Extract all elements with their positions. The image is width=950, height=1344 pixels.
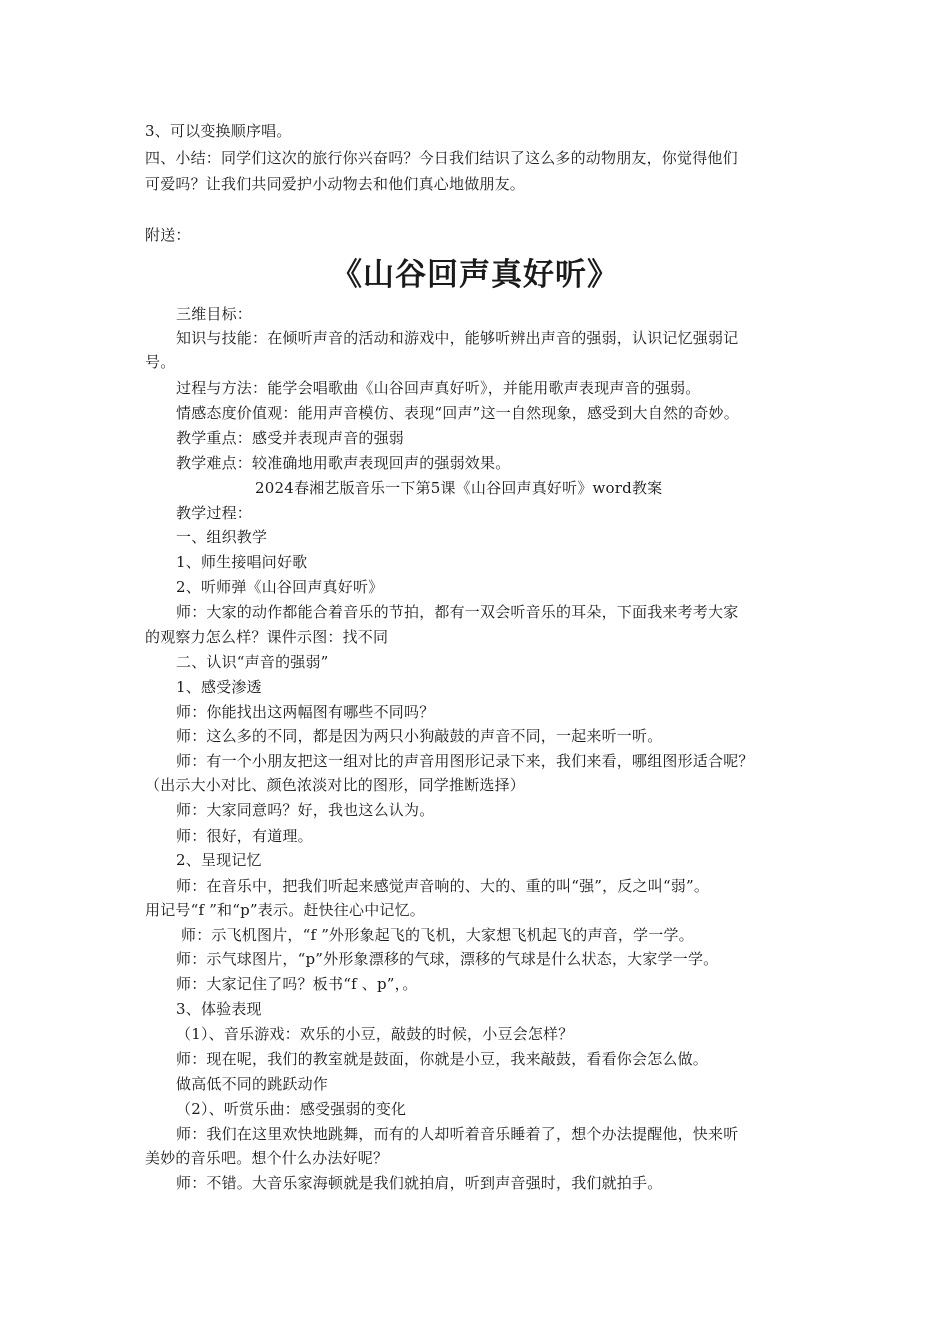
paragraph-line: 师：很好，有道理。 bbox=[176, 827, 313, 845]
paragraph-line: 师：在音乐中，把我们听起来感觉声音响的、大的、重的叫“强”，反之叫“弱”。 bbox=[176, 877, 710, 895]
paragraph-line: 师：示飞机图片，“f ”外形象起飞的飞机，大家想飞机起飞的声音，学一学。 bbox=[181, 926, 694, 944]
goal-knowledge-cont: 号。 bbox=[145, 353, 176, 371]
paragraph-line: 师：我们在这里欢快地跳舞，而有的人却听着音乐睡着了，想个办法提醒他，快来听 bbox=[176, 1125, 739, 1143]
step-item: 2、听师弹《山谷回声真好听》 bbox=[176, 578, 384, 596]
text-line: 3、可以变换顺序唱。 bbox=[145, 122, 292, 140]
paragraph-line: 做高低不同的跳跃动作 bbox=[176, 1075, 329, 1093]
paragraph-line: 师：有一个小朋友把这一组对比的声音用图形记录下来，我们来看，哪组图形适合呢？ bbox=[176, 752, 754, 770]
paragraph-line: 师：不错。大音乐家海顿就是我们就拍肩，听到声音强时，我们就拍手。 bbox=[176, 1174, 663, 1192]
goal-process: 过程与方法：能学会唱歌曲《山谷回声真好听》，并能用歌声表现声音的强弱。 bbox=[176, 379, 701, 397]
goal-knowledge: 知识与技能：在倾听声音的活动和游戏中，能够听辨出声音的强弱，认识记忆强弱记 bbox=[176, 329, 739, 347]
activity-item: （1）、音乐游戏：欢乐的小豆，敲鼓的时候，小豆会怎样？ bbox=[176, 1025, 574, 1043]
step-item: 1、师生接唱问好歌 bbox=[176, 553, 308, 571]
paragraph-line: 师：大家的动作都能合着音乐的节拍，都有一双会听音乐的耳朵，下面我来考考大家 bbox=[176, 603, 739, 621]
appendix-label: 附送： bbox=[145, 226, 191, 244]
text-line: 可爱吗？让我们共同爱护小动物去和他们真心地做朋友。 bbox=[145, 175, 526, 193]
text-line: 四、小结：同学们这次的旅行你兴奋吗？今日我们结识了这么多的动物朋友，你觉得他们 bbox=[145, 149, 738, 167]
step-item: 1、感受渗透 bbox=[176, 678, 262, 696]
paragraph-line: 师：现在呢，我们的教室就是鼓面，你就是小豆，我来敲鼓，看看你会怎么做。 bbox=[176, 1050, 709, 1068]
section-heading: 二、认识“声音的强弱” bbox=[176, 653, 329, 671]
paragraph-line: 师：示气球图片，“p”外形象漂移的气球，漂移的气球是什么状态，大家学一学。 bbox=[176, 950, 719, 968]
paragraph-line: 用记号“f ”和“p”表示。赶快往心中记忆。 bbox=[145, 901, 425, 919]
activity-item: （2）、听赏乐曲：感受强弱的变化 bbox=[176, 1100, 407, 1118]
paragraph-line: 师：这么多的不同，都是因为两只小狗敲鼓的声音不同，一起来听一听。 bbox=[176, 727, 663, 745]
step-item: 3、体验表现 bbox=[176, 1000, 262, 1018]
paragraph-line: 师：你能找出这两幅图有哪些不同吗？ bbox=[176, 703, 435, 721]
paragraph-line: （出示大小对比、颜色浓淡对比的图形，同学推断选择） bbox=[145, 776, 526, 794]
goal-emotion: 情感态度价值观：能用声音模仿、表现“回声”这一自然现象，感受到大自然的奇妙。 bbox=[176, 404, 739, 422]
paragraph-line: 师：大家记住了吗？板书“f 、p”，。 bbox=[176, 975, 418, 993]
document-title: 《山谷回声真好听》 bbox=[331, 257, 619, 293]
teaching-focus: 教学重点：感受并表现声音的强弱 bbox=[176, 429, 405, 447]
step-item: 2、呈现记忆 bbox=[176, 851, 262, 869]
document-caption: 2024春湘艺版音乐一下第5课《山谷回声真好听》word教案 bbox=[255, 479, 663, 497]
teaching-difficulty: 教学难点：较准确地用歌声表现回声的强弱效果。 bbox=[176, 454, 511, 472]
process-heading: 教学过程： bbox=[176, 504, 253, 522]
section-heading: 一、组织教学 bbox=[176, 528, 268, 546]
goals-heading: 三维目标： bbox=[176, 305, 253, 323]
paragraph-line: 师：大家同意吗？好，我也这么认为。 bbox=[176, 801, 435, 819]
paragraph-line: 美妙的音乐吧。想个什么办法好呢？ bbox=[145, 1149, 389, 1167]
paragraph-line: 的观察力怎么样？课件示图：找不同 bbox=[145, 628, 389, 646]
